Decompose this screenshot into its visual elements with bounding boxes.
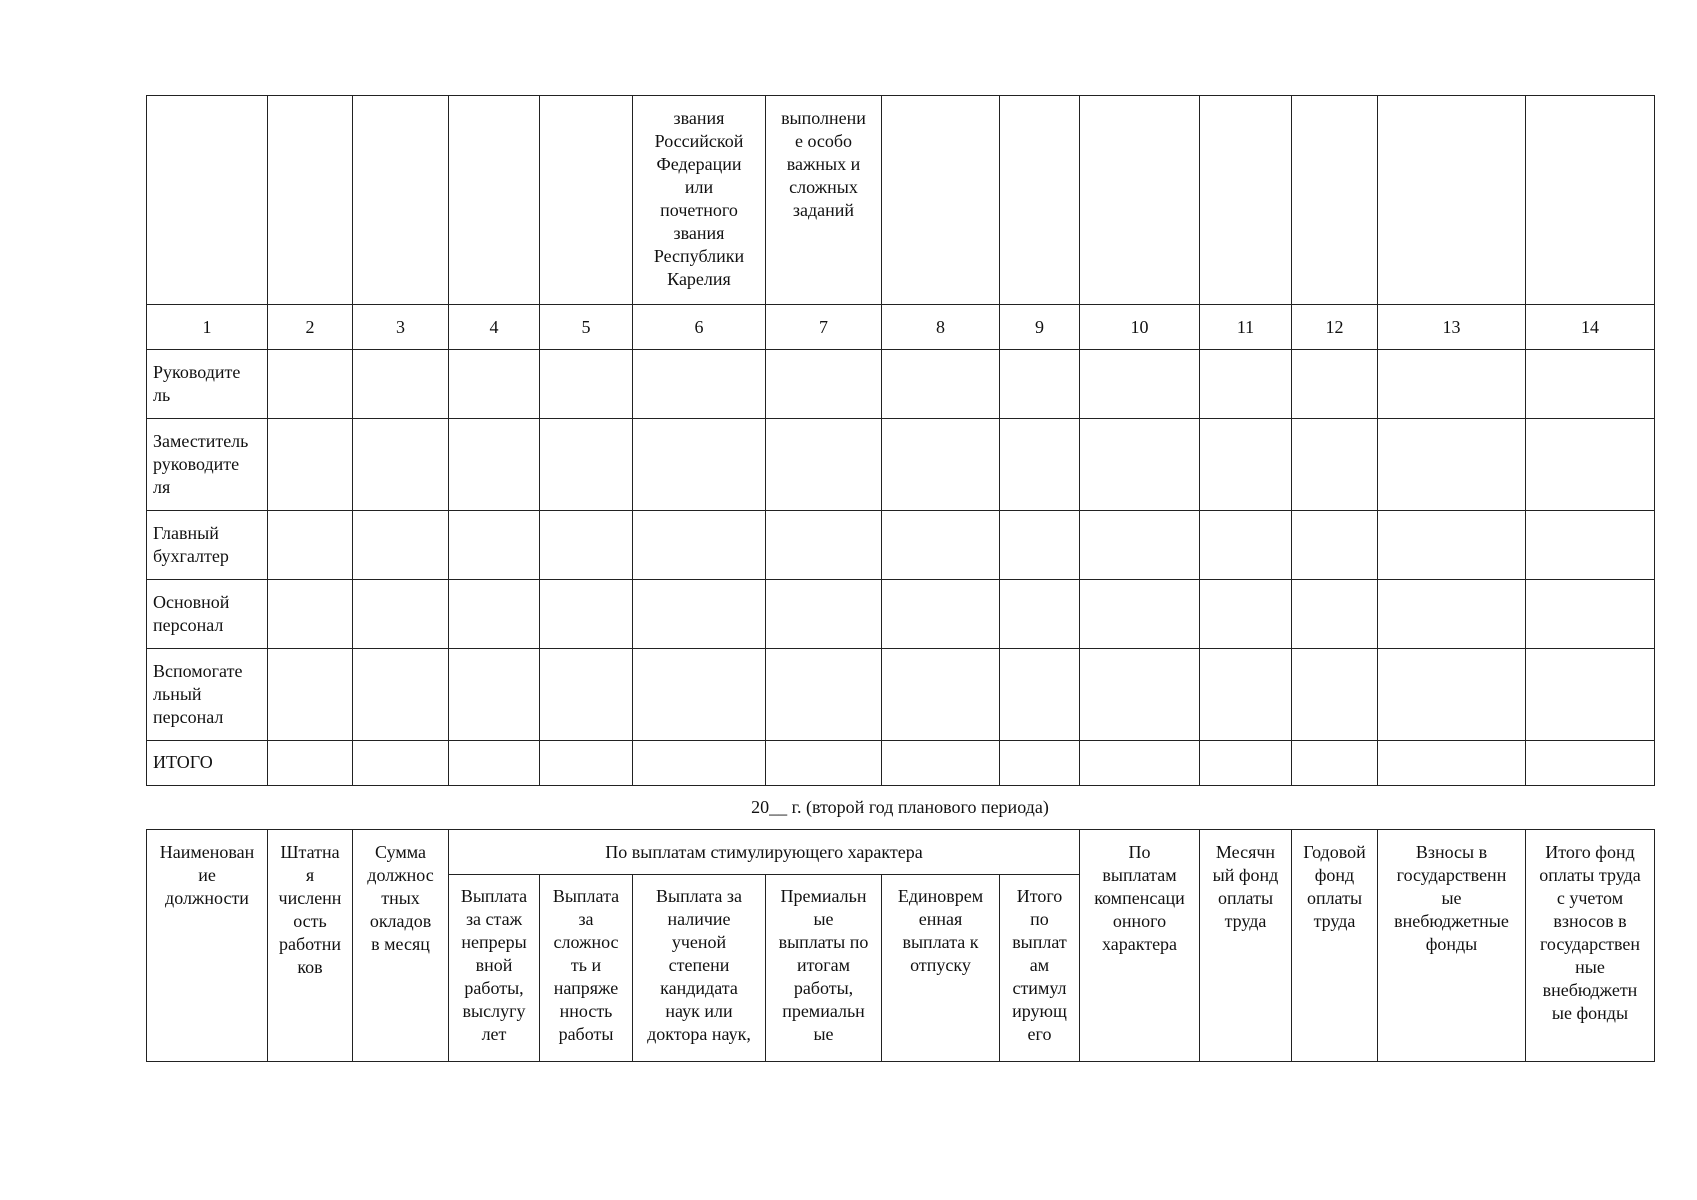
- header-cell-special-tasks: выполнени е особо важных и сложных заданий: [766, 96, 882, 305]
- row-label: Руководите ль: [147, 350, 268, 419]
- header-salary-sum: Сумма должнос тных окладов в месяц: [353, 830, 449, 1062]
- table-row-main-staff: [147, 580, 1655, 649]
- row-label: Главный бухгалтер: [147, 511, 268, 580]
- column-number: 13: [1378, 305, 1526, 350]
- header-total-fund: Итого фонд оплаты труда с учетом взносов в государствен ные внебюджетн ые фонды: [1526, 830, 1655, 1062]
- header-row-1: [147, 830, 1655, 875]
- header-seniority-payment: Выплата за стаж непреры вной работы, выслугу лет: [449, 875, 540, 1062]
- column-number: 14: [1526, 305, 1655, 350]
- row-label: Вспомогате льный персонал: [147, 649, 268, 741]
- row-label: ИТОГО: [147, 741, 268, 786]
- column-number: 5: [540, 305, 633, 350]
- column-number: 3: [353, 305, 449, 350]
- header-vacation-payment: Единоврем енная выплата к отпуску: [882, 875, 1000, 1062]
- column-number: 10: [1080, 305, 1200, 350]
- column-number: 2: [268, 305, 353, 350]
- table-row-deputy-head: [147, 419, 1655, 511]
- column-number: 7: [766, 305, 882, 350]
- table-row-chief-accountant: [147, 511, 1655, 580]
- header-staff-count: Штатна я численн ость работни ков: [268, 830, 353, 1062]
- table-row-head: [147, 350, 1655, 419]
- column-number: 11: [1200, 305, 1292, 350]
- salary-table-continued: [146, 95, 1655, 786]
- row-label: Заместитель руководите ля: [147, 419, 268, 511]
- header-academic-degree-payment: Выплата за наличие ученой степени кандидата наук или доктора наук,: [633, 875, 766, 1062]
- period-title: 20__ г. (второй год планового периода): [751, 797, 1049, 817]
- column-number: 12: [1292, 305, 1378, 350]
- header-incentive-total: Итого по выплат ам стимул ирующ его: [1000, 875, 1080, 1062]
- header-contributions: Взносы в государственн ые внебюджетные фонды: [1378, 830, 1526, 1062]
- header-annual-fund: Годовой фонд оплаты труда: [1292, 830, 1378, 1062]
- column-number: 9: [1000, 305, 1080, 350]
- table-row-total: [147, 741, 1655, 786]
- header-bonus-payments: Премиальн ые выплаты по итогам работы, премиальн ые: [766, 875, 882, 1062]
- column-number: 8: [882, 305, 1000, 350]
- column-number: 6: [633, 305, 766, 350]
- header-incentive-payments: По выплатам стимулирующего характера: [449, 830, 1080, 875]
- header-monthly-fund: Месячн ый фонд оплаты труда: [1200, 830, 1292, 1062]
- salary-table-second-planning-year: [146, 829, 1655, 1062]
- column-number: 4: [449, 305, 540, 350]
- column-number: 1: [147, 305, 268, 350]
- header-complexity-payment: Выплата за сложнос ть и напряже нность работы: [540, 875, 633, 1062]
- header-continuation-row: [147, 96, 1655, 305]
- header-position-name: Наименован ие должности: [147, 830, 268, 1062]
- table-row-support-staff: [147, 649, 1655, 741]
- header-cell-honorary-title: звания Российской Федерации или почетного звания Республики Карелия: [633, 96, 766, 305]
- column-number-row: [147, 305, 1655, 350]
- row-label: Основной персонал: [147, 580, 268, 649]
- header-compensation-payments: По выплатам компенсаци онного характера: [1080, 830, 1200, 1062]
